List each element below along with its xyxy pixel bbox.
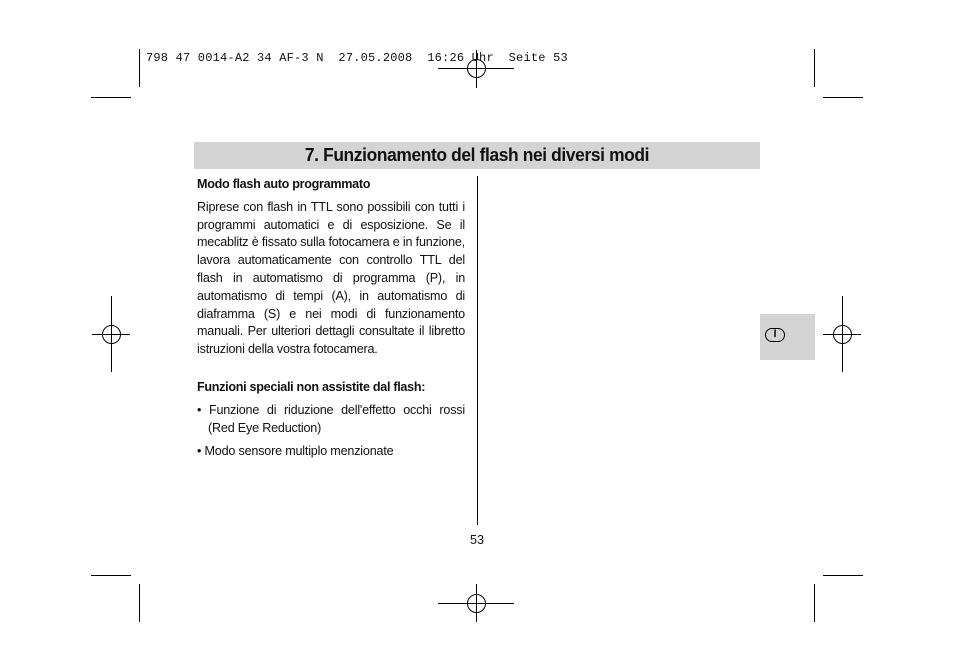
crop-mark (814, 49, 815, 87)
heading-auto-flash-mode: Modo flash auto programmato (197, 177, 371, 191)
crop-mark (91, 575, 131, 576)
content-column (197, 176, 465, 461)
crop-mark (814, 584, 815, 622)
crop-mark (91, 97, 131, 98)
crop-mark (823, 97, 863, 98)
crop-mark (139, 584, 140, 622)
section-title: 7. Funzionamento del flash nei diversi modi (304, 144, 650, 165)
registration-mark-circle (467, 594, 486, 613)
list-item: • Funzione di riduzione dell'effetto occhi rossi (Red Eye Reduction) (197, 402, 465, 435)
heading-special-functions: Funzioni speciali non assistite dal flash: (197, 379, 426, 394)
crop-mark (823, 575, 863, 576)
registration-mark-circle (102, 325, 121, 344)
crop-mark (139, 49, 140, 87)
list-item: • Modo sensore multiplo menzionate (197, 444, 394, 459)
page-number: 53 (470, 533, 485, 547)
print-slug: 798 47 0014-A2 34 AF-3 N 27.05.2008 16:26 Uhr Seite 53 (146, 51, 568, 65)
language-tab (760, 314, 815, 360)
section-title-bar (194, 142, 760, 169)
column-divider (477, 176, 478, 525)
language-tab-label: I (765, 328, 785, 342)
paragraph-ttl-flash: Riprese con flash in TTL sono possibili con tutti i programmi automatici e di esposizione. Se il mecablitz è fissato sulla fotocamera e in funzione, lavora automaticamente con controllo TTL del flash in automatismo di programma (P), in automatismo di tempi (A), in automatismo di diaframma (S) e nei modi di funzionamento manuali. Per ulteriori dettagli consultate il libretto istruzioni della vostra fotocamera. (197, 199, 465, 357)
registration-mark-circle (833, 325, 852, 344)
